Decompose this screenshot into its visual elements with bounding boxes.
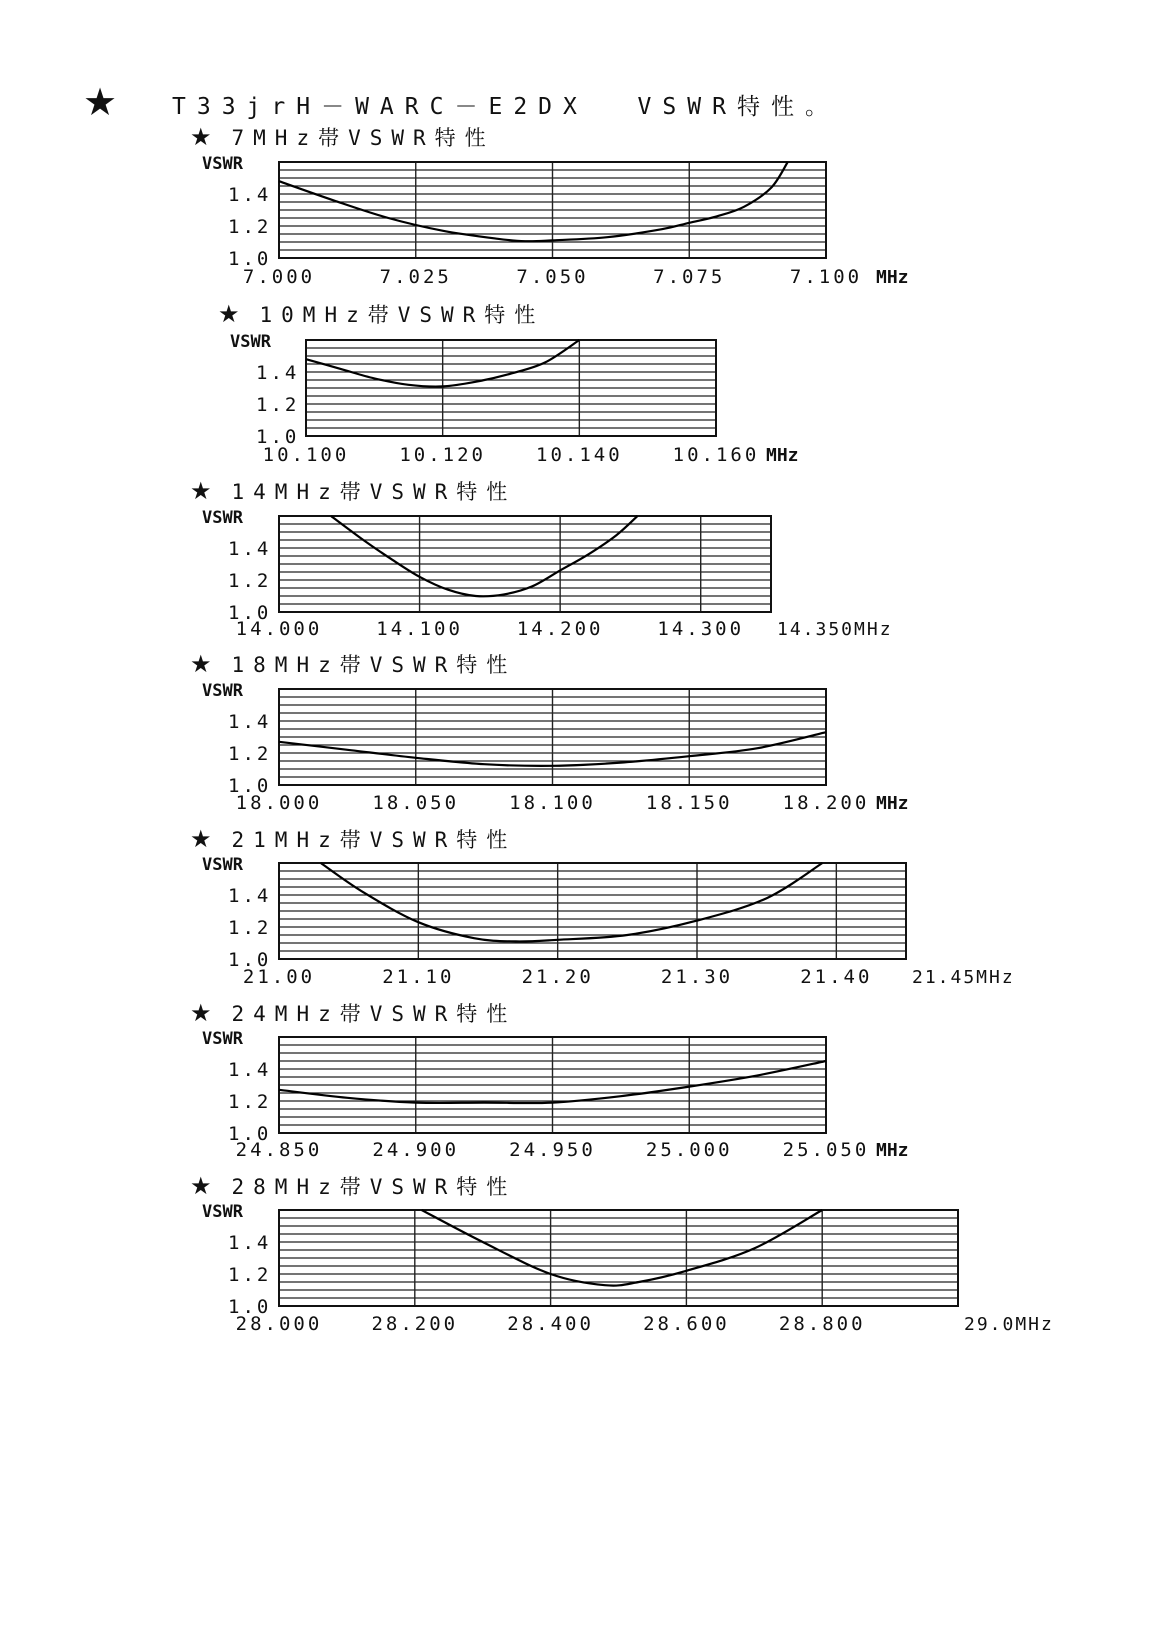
x-tick-label: 7.075 <box>653 266 726 288</box>
chart-title-text: 28MHz帯VSWR特性 <box>231 1175 517 1199</box>
x-tick-label: 21.30 <box>660 966 734 988</box>
y-tick-label: 1.4 <box>228 184 272 206</box>
x-tick-label: 14.100 <box>376 618 463 640</box>
y-axis-label: VSWR <box>202 508 243 528</box>
x-tick-label: 10.100 <box>262 444 350 466</box>
x-tick-label: 24.950 <box>509 1139 596 1161</box>
x-tick-label: 21.10 <box>382 966 455 988</box>
x-tick-label: 18.050 <box>372 792 460 814</box>
x-unit-label: MHz <box>876 1140 909 1161</box>
section-star-icon: ★ <box>190 650 212 678</box>
x-tick-label: 21.00 <box>242 966 316 988</box>
y-tick-label: 1.2 <box>228 743 272 765</box>
y-tick-label: 1.4 <box>228 1059 272 1081</box>
x-tick-label: 28.000 <box>235 1313 323 1335</box>
x-tick-label: 10.120 <box>399 444 486 466</box>
x-tick-label: 18.000 <box>235 792 323 814</box>
x-tick-label: 10.140 <box>536 444 623 466</box>
chart-title-text: 24MHz帯VSWR特性 <box>231 1002 517 1026</box>
section-star-icon: ★ <box>190 999 212 1027</box>
x-tick-label: 28.600 <box>643 1313 730 1335</box>
section-star-icon: ★ <box>190 825 212 853</box>
section-star-icon: ★ <box>190 123 212 151</box>
x-tick-label: 7.050 <box>516 266 589 288</box>
y-tick-label: 1.2 <box>228 1264 272 1286</box>
x-tick-label: 18.200 <box>782 792 870 814</box>
y-tick-label: 1.0 <box>228 1123 272 1145</box>
x-unit-label: MHz <box>876 267 909 288</box>
y-tick-label: 1.2 <box>228 216 272 238</box>
main-title: T33jrH－WARC－E2DX VSWR特性。 <box>172 94 839 120</box>
x-tick-label: 7.000 <box>242 266 316 288</box>
x-end-label: 14.350MHz <box>777 619 893 640</box>
vswr-curve <box>321 863 823 941</box>
y-axis-label: VSWR <box>202 154 243 174</box>
section-star-icon: ★ <box>218 300 240 328</box>
y-tick-label: 1.4 <box>228 885 272 907</box>
x-tick-label: 28.800 <box>778 1313 866 1335</box>
x-end-label: 29.0MHz <box>964 1314 1054 1335</box>
y-tick-label: 1.2 <box>228 570 272 592</box>
y-tick-label: 1.0 <box>228 775 272 797</box>
y-tick-label: 1.4 <box>228 1232 272 1254</box>
x-tick-label: 24.900 <box>372 1139 460 1161</box>
x-tick-label: 10.160 <box>672 444 760 466</box>
chart-title-text: 10MHz帯VSWR特性 <box>259 303 545 327</box>
y-tick-label: 1.0 <box>228 949 272 971</box>
x-tick-label: 24.850 <box>235 1139 323 1161</box>
section-star-icon: ★ <box>190 1172 212 1200</box>
x-tick-label: 28.200 <box>371 1313 459 1335</box>
section-star-icon: ★ <box>190 477 212 505</box>
x-tick-label: 21.40 <box>800 966 873 988</box>
y-axis-label: VSWR <box>202 1202 243 1222</box>
chart-title-text: 7MHz帯VSWR特性 <box>231 126 495 150</box>
x-tick-label: 18.150 <box>645 792 733 814</box>
y-axis-label: VSWR <box>202 681 243 701</box>
y-tick-label: 1.0 <box>228 602 272 624</box>
x-tick-label: 28.400 <box>507 1313 594 1335</box>
y-axis-label: VSWR <box>230 332 271 352</box>
x-tick-label: 18.100 <box>509 792 596 814</box>
x-tick-label: 14.300 <box>657 618 745 640</box>
main-star-icon: ★ <box>83 80 118 124</box>
y-tick-label: 1.2 <box>228 917 272 939</box>
y-tick-label: 1.2 <box>228 1091 272 1113</box>
y-tick-label: 1.4 <box>228 711 272 733</box>
y-axis-label: VSWR <box>202 855 243 875</box>
x-tick-label: 25.000 <box>645 1139 733 1161</box>
chart-title-text: 18MHz帯VSWR特性 <box>231 653 517 677</box>
x-end-label: 21.45MHz <box>912 967 1015 988</box>
y-tick-label: 1.0 <box>228 248 272 270</box>
y-axis-label: VSWR <box>202 1029 243 1049</box>
y-tick-label: 1.0 <box>256 426 300 448</box>
y-tick-label: 1.4 <box>256 362 300 384</box>
x-tick-label: 14.000 <box>235 618 323 640</box>
x-tick-label: 14.200 <box>516 618 604 640</box>
x-tick-label: 21.20 <box>521 966 594 988</box>
x-unit-label: MHz <box>876 793 909 814</box>
chart-title-text: 14MHz帯VSWR特性 <box>231 480 517 504</box>
x-tick-label: 7.100 <box>789 266 863 288</box>
chart-title-text: 21MHz帯VSWR特性 <box>231 828 517 852</box>
x-tick-label: 7.025 <box>379 266 452 288</box>
y-tick-label: 1.2 <box>256 394 300 416</box>
y-tick-label: 1.4 <box>228 538 272 560</box>
y-tick-label: 1.0 <box>228 1296 272 1318</box>
x-tick-label: 25.050 <box>782 1139 870 1161</box>
x-unit-label: MHz <box>766 445 799 466</box>
